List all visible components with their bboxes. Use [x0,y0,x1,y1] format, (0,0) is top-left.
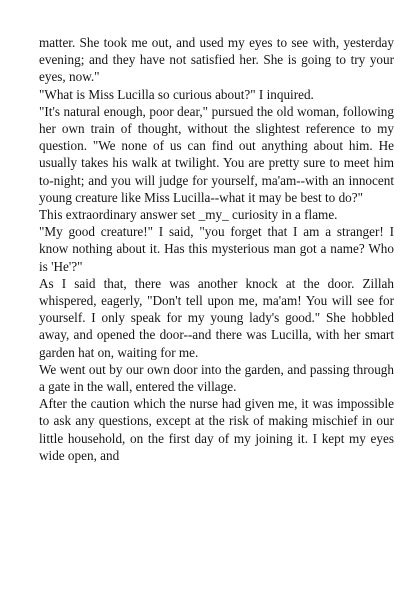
paragraph: "It's natural enough, poor dear," pursued the old woman, following her own train of thought, without the slightest reference to my question. "We none of us can find out anything about him. He usually takes his walk at twilight. You are pretty sure to meet him to-night; and you will judge for yourself, ma'am--with an innocent young creature like Miss Lucilla--what it may be best to do?" [39,103,394,205]
paragraph: "What is Miss Lucilla so curious about?" I inquired. [39,86,314,102]
paragraph: This extraordinary answer set _my_ curiosity in a flame. [39,207,338,223]
paragraph: We went out by our own door into the garden, and passing through a gate in the wall, entered the village. [39,361,394,395]
paragraph: matter. She took me out, and used my eyes to see with, yesterday evening; and they have not satisfied her. She is going to try your eyes, now." [39,35,394,85]
paragraph: After the caution which the nurse had given me, it was impossible to ask any questions, except at the risk of making mischief in our little household, on the first day of my joining it. I kept my eyes wide open, and [39,396,394,463]
paragraph: "My good creature!" I said, "you forget that I am a stranger! I know nothing about it. Has this mysterious man got a name? Who is 'He'?" [39,224,394,274]
paragraph: As I said that, there was another knock at the door. Zillah whispered, eagerly, "Don't tell upon me, ma'am! You will see for yourself. I only speak for my young lady's good." She hobbled away, and opened the door--and there was Lucilla, with her smart garden hat on, waiting for me. [39,275,394,360]
